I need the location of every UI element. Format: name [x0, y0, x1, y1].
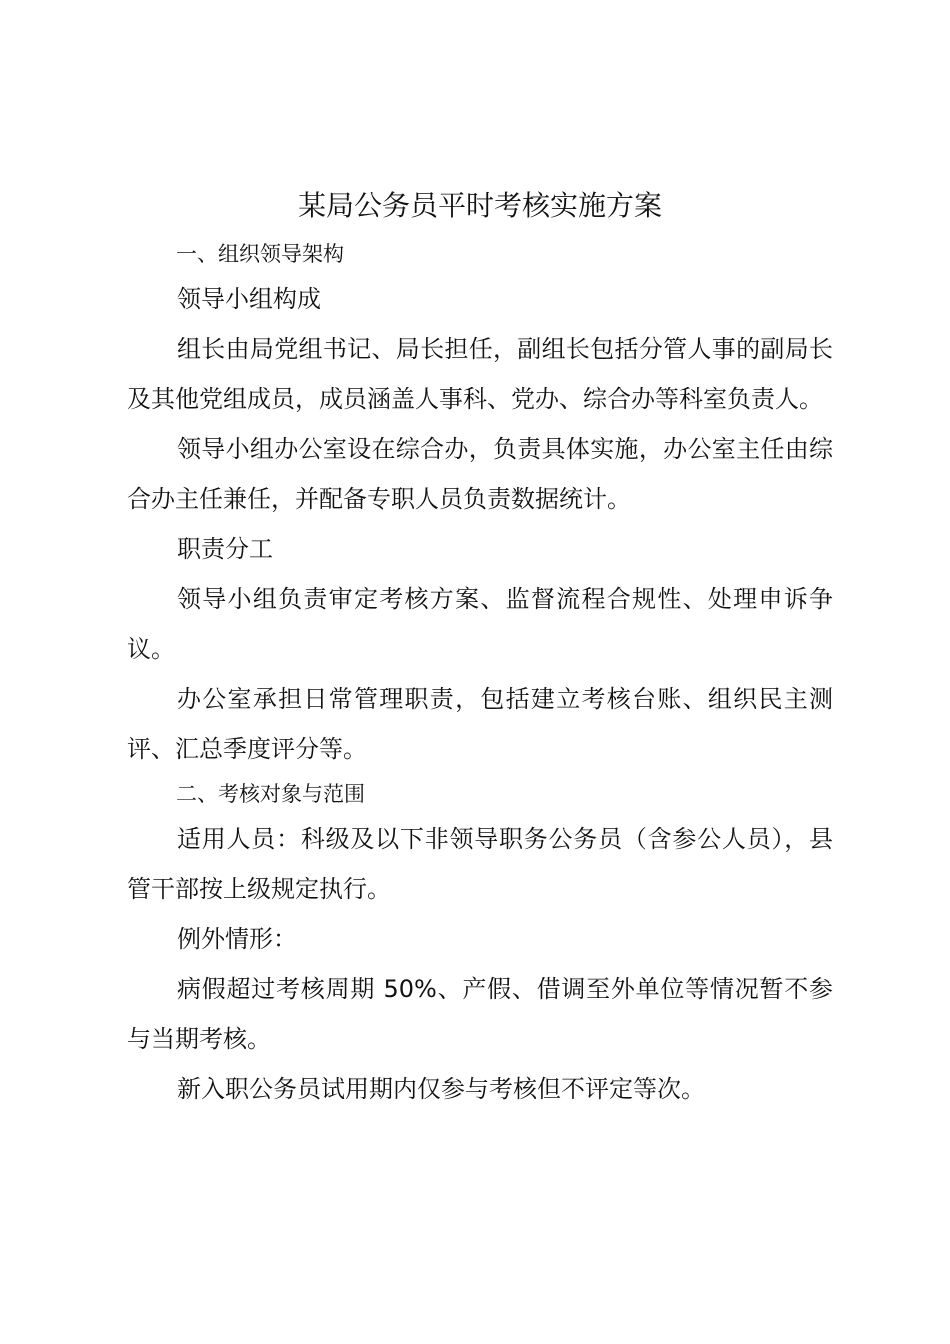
paragraph-exception-new-staff: 新入职公务员试用期内仅参与考核但不评定等次。 [177, 1075, 705, 1103]
section-heading-scope: 二、考核对象与范围 [176, 782, 365, 806]
paragraph-group-office: 领导小组办公室设在综合办，负责具体实施，办公室主任由综合办主任兼任，并配备专职人员负责数据统计。 [127, 435, 833, 513]
paragraph-applicable-staff: 适用人员：科级及以下非领导职务公务员（含参公人员），县管干部按上级规定执行。 [127, 825, 833, 903]
subheading-responsibilities: 职责分工 [177, 535, 273, 563]
subheading-exceptions: 例外情形： [177, 925, 297, 953]
document-title: 某局公务员平时考核实施方案 [297, 189, 662, 222]
document-body [127, 234, 833, 1114]
section-heading-organization: 一、组织领导架构 [176, 242, 344, 266]
paragraph-exception-leave: 病假超过考核周期 50%、产假、借调至外单位等情况暂不参与当期考核。 [127, 975, 833, 1053]
paragraph-group-members: 组长由局党组书记、局长担任，副组长包括分管人事的副局长及其他党组成员，成员涵盖人事科、党办、综合办等科室负责人。 [127, 335, 833, 413]
paragraph-office-duties: 办公室承担日常管理职责，包括建立考核台账、组织民主测评、汇总季度评分等。 [127, 685, 833, 763]
paragraph-group-duties: 领导小组负责审定考核方案、监督流程合规性、处理申诉争议。 [127, 585, 833, 663]
subheading-leadership-group: 领导小组构成 [177, 285, 321, 313]
